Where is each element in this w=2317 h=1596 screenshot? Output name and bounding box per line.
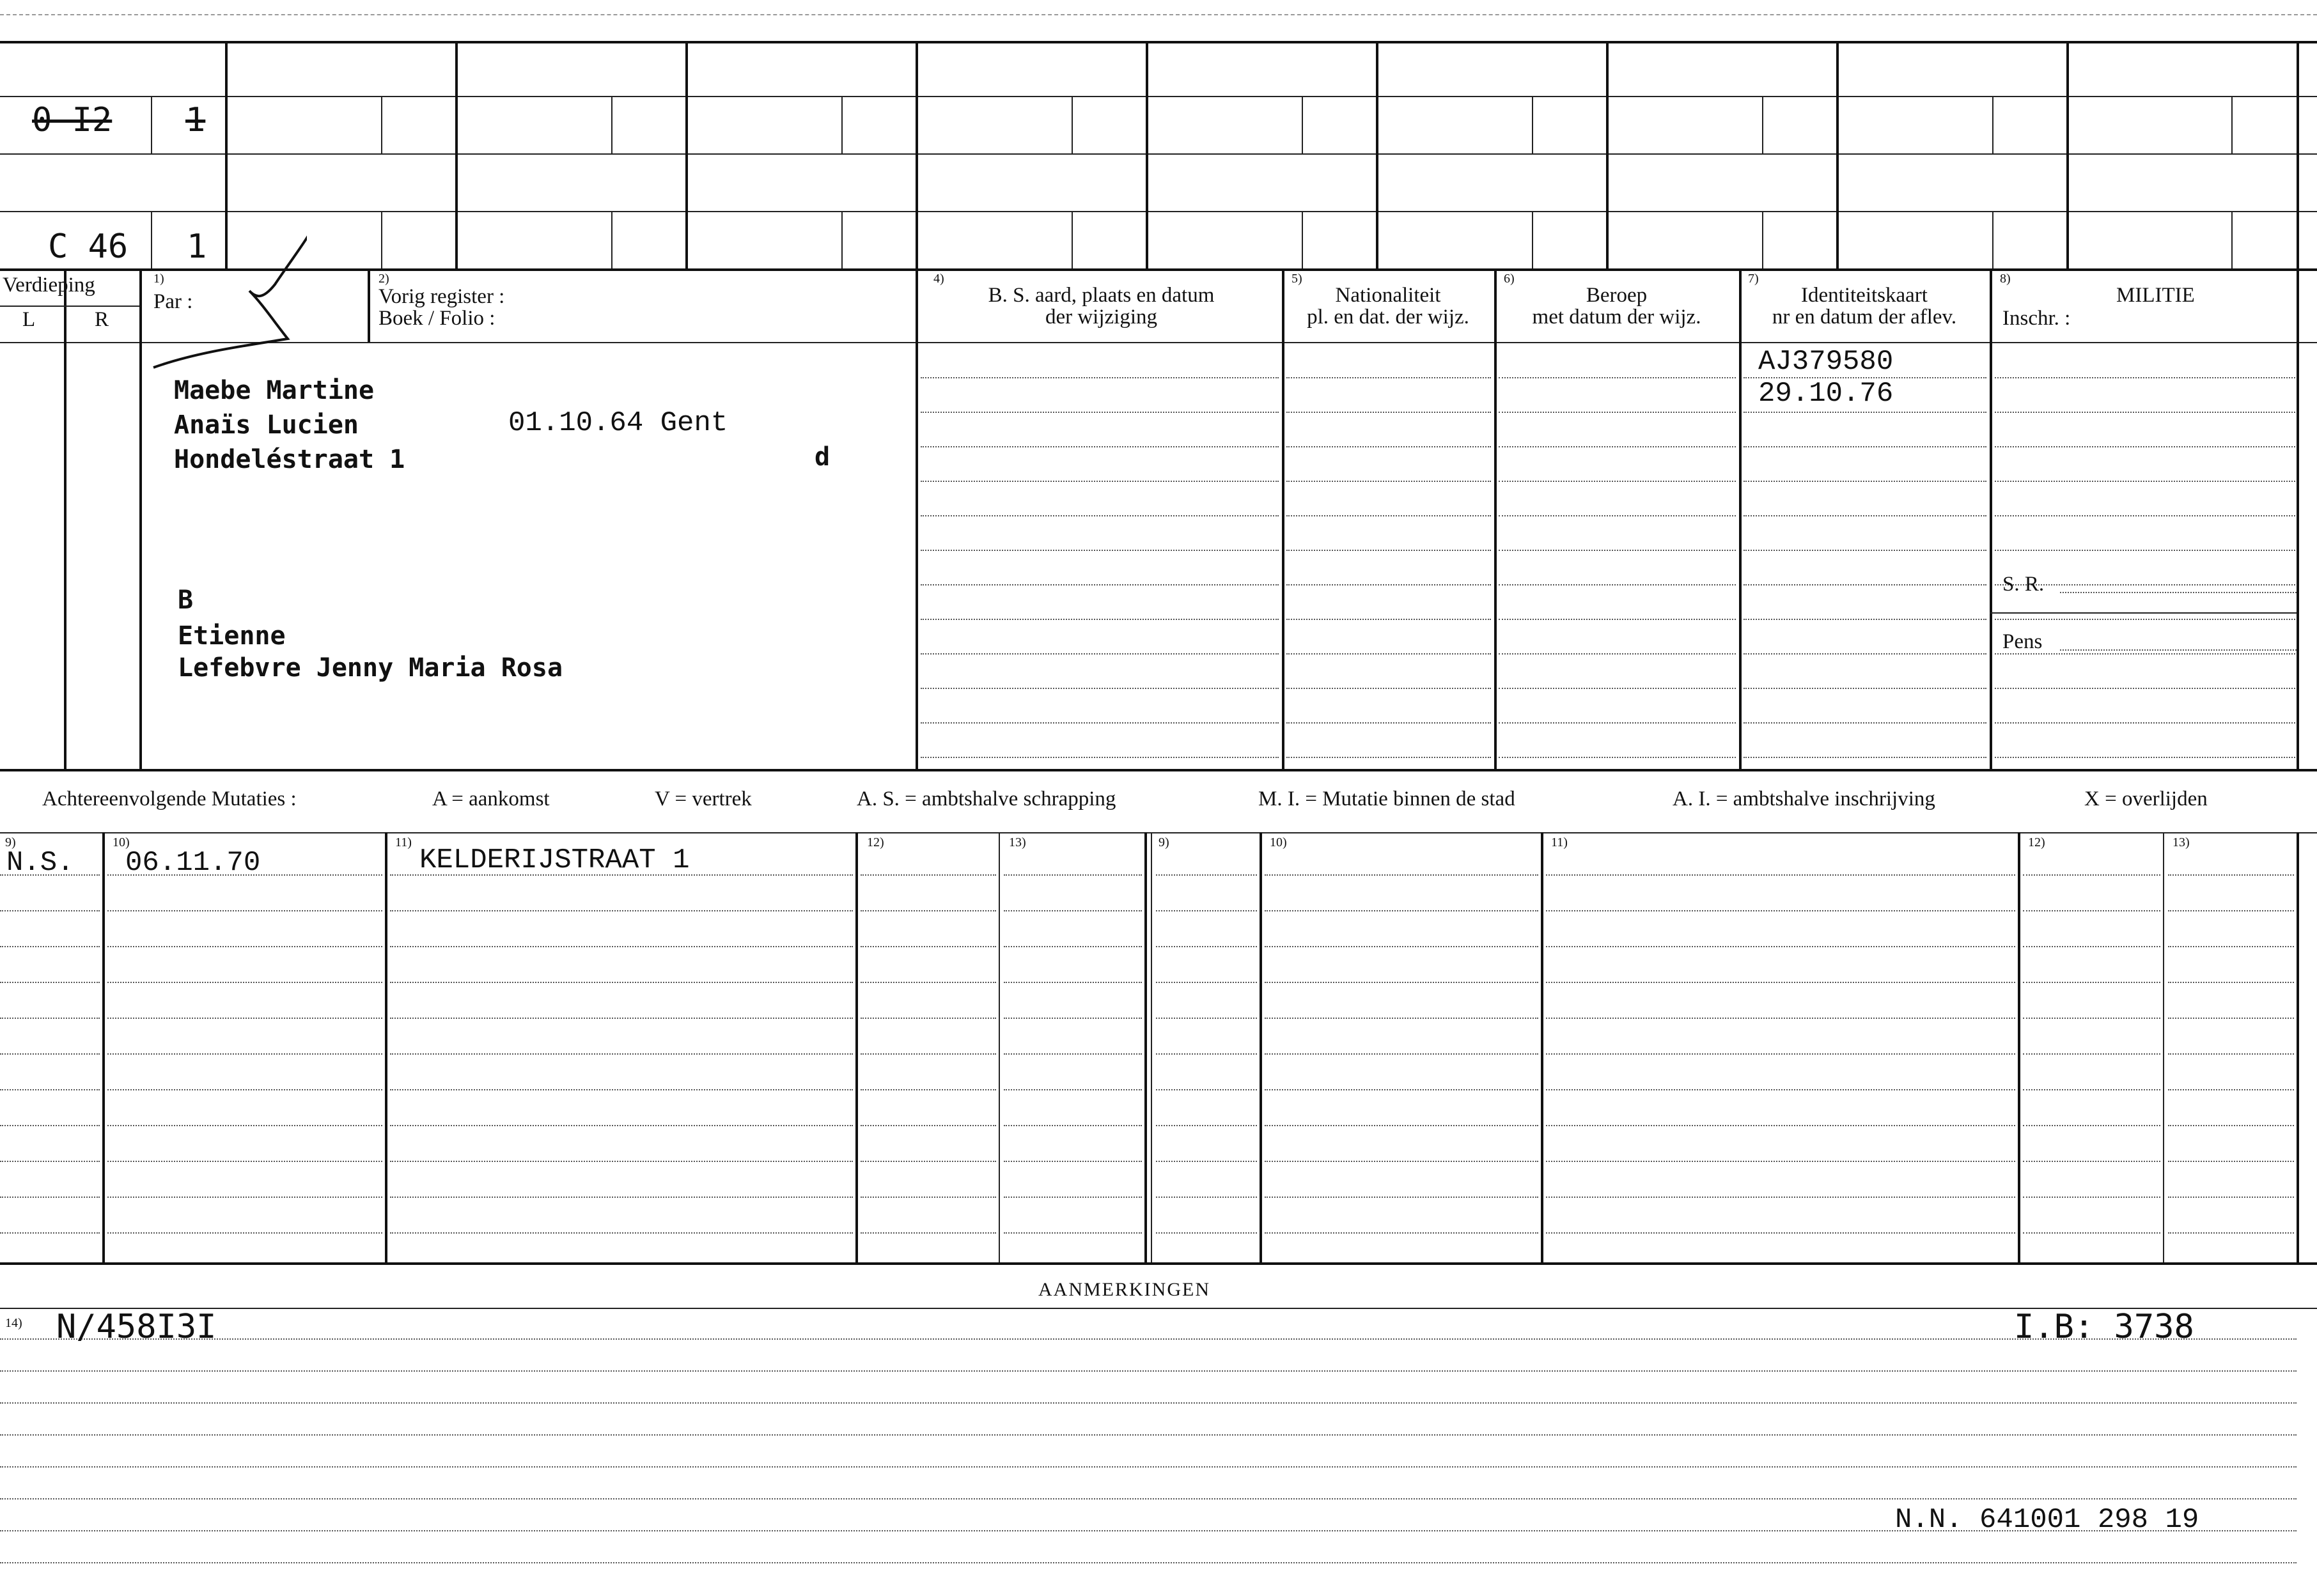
ruled-line	[0, 1197, 100, 1198]
ber-label-2: met datum der wijz.	[1532, 306, 1701, 329]
mut-col-num: 9)	[5, 835, 16, 849]
ruled-line	[1499, 757, 1736, 758]
ruled-line	[1995, 550, 2295, 551]
ruled-line	[1546, 1125, 2015, 1126]
mut-col-num: 11)	[1551, 835, 1568, 849]
ruled-line	[921, 619, 1279, 620]
ruled-line	[0, 1498, 2297, 1499]
ruled-line	[390, 946, 853, 947]
ruled-line	[1546, 874, 2015, 876]
ruled-line	[1004, 910, 1142, 911]
ruled-line	[1004, 1232, 1142, 1234]
legend-title: Achtereenvolgende Mutaties :	[42, 787, 297, 810]
ruled-line	[1744, 688, 1986, 689]
ruled-line	[2168, 1197, 2294, 1198]
ruled-line	[921, 584, 1279, 585]
ruled-line	[390, 1089, 853, 1090]
ruled-line	[921, 446, 1279, 447]
ruled-line	[1265, 1018, 1538, 1019]
ruled-line	[1004, 1018, 1142, 1019]
verdieping-label: Verdieping	[3, 274, 95, 297]
par-num: 1)	[153, 272, 164, 286]
legend-v: V = vertrek	[655, 787, 752, 810]
ruled-line	[1995, 619, 2295, 620]
code-num: 1	[187, 228, 207, 266]
nat-label-1: Nationaliteit	[1335, 284, 1441, 307]
ruled-line	[921, 412, 1279, 413]
old-num: 1	[185, 101, 206, 139]
ruled-line	[0, 982, 100, 983]
ruled-line	[1156, 1197, 1257, 1198]
id-num: 7)	[1748, 272, 1759, 286]
ruled-line	[0, 1434, 2297, 1436]
ruled-line	[921, 722, 1279, 724]
ruled-line	[1004, 1125, 1142, 1126]
ruled-line	[390, 1018, 853, 1019]
ruled-line	[390, 1053, 853, 1055]
ruled-line	[2168, 910, 2294, 911]
ruled-line	[2168, 874, 2294, 876]
remarks-title: AANMERKINGEN	[1038, 1279, 1210, 1300]
ruled-line	[1995, 481, 2295, 482]
ruled-line	[1286, 688, 1491, 689]
ruled-line	[1004, 1089, 1142, 1090]
ruled-line	[1744, 757, 1986, 758]
person-b: B	[178, 585, 194, 615]
mutation-date: 06.11.70	[125, 847, 261, 879]
ruled-line	[0, 1338, 2297, 1340]
ruled-line	[1995, 688, 2295, 689]
ruled-line	[1286, 584, 1491, 585]
ruled-line	[1004, 946, 1142, 947]
ruled-line	[2168, 1053, 2294, 1055]
mutation-address: KELDERIJSTRAAT 1	[419, 844, 690, 876]
ruled-line	[1156, 1018, 1257, 1019]
ruled-line	[2023, 1232, 2160, 1234]
ruled-line	[1744, 412, 1986, 413]
ruled-line	[2023, 1053, 2160, 1055]
ruled-line	[0, 1232, 100, 1234]
id-card-date: 29.10.76	[1758, 378, 1894, 410]
ruled-line	[1004, 1053, 1142, 1055]
ruled-line	[2023, 874, 2160, 876]
mut-col-num: 13)	[2173, 835, 2190, 849]
ruled-line	[1286, 412, 1491, 413]
mutation-type: N.S.	[6, 847, 74, 879]
ruled-line	[0, 1161, 100, 1162]
ruled-line	[390, 982, 853, 983]
remarks-ib: I.B: 3738	[2014, 1308, 2194, 1346]
ruled-line	[861, 1125, 996, 1126]
ruled-line	[2168, 1125, 2294, 1126]
ruled-line	[1744, 653, 1986, 655]
id-label-2: nr en datum der aflev.	[1772, 306, 1957, 329]
ruled-line	[1265, 1197, 1538, 1198]
ruled-line	[1265, 1089, 1538, 1090]
ruled-line	[2023, 982, 2160, 983]
ruled-line	[1546, 1161, 2015, 1162]
ruled-line	[2023, 1161, 2160, 1162]
ruled-line	[1499, 722, 1736, 724]
ruled-line	[1744, 619, 1986, 620]
vorig-label-2: Boek / Folio :	[378, 307, 495, 330]
legend-a: A = aankomst	[432, 787, 550, 810]
nat-num: 5)	[1291, 272, 1302, 286]
ruled-line	[1265, 946, 1538, 947]
ruled-line	[0, 910, 100, 911]
ruled-line	[1156, 910, 1257, 911]
ruled-line	[390, 1125, 853, 1126]
old-code: 0 I2	[32, 101, 113, 139]
ruled-line	[1156, 1089, 1257, 1090]
ruled-line	[1995, 653, 2295, 655]
ruled-line	[1499, 688, 1736, 689]
ruled-line	[2168, 1089, 2294, 1090]
pen-scribble-icon	[147, 227, 307, 374]
ruled-line	[861, 910, 996, 911]
ruled-line	[1286, 377, 1491, 378]
person-mother: Lefebvre Jenny Maria Rosa	[178, 653, 563, 683]
ruled-line	[1265, 982, 1538, 983]
inschr-label: Inschr. :	[2002, 307, 2071, 330]
ruled-line	[1546, 1232, 2015, 1234]
mut-col-num: 9)	[1158, 835, 1169, 849]
code: C 46	[48, 228, 129, 266]
remarks-num: 14)	[5, 1316, 22, 1330]
militie-label: MILITIE	[2116, 284, 2195, 307]
ruled-line	[1004, 874, 1142, 876]
ruled-line	[1995, 722, 2295, 724]
vorig-num: 2)	[378, 272, 389, 286]
ruled-line	[1286, 619, 1491, 620]
par-label: Par :	[153, 290, 193, 313]
bs-label-2: der wijziging	[1045, 306, 1158, 329]
ruled-line	[1265, 1232, 1538, 1234]
ruled-line	[107, 1232, 382, 1234]
ruled-line	[1499, 584, 1736, 585]
ruled-line	[921, 550, 1279, 551]
ruled-line	[1995, 412, 2295, 413]
ruled-line	[1156, 1161, 1257, 1162]
ruled-line	[1286, 481, 1491, 482]
ruled-line	[1546, 910, 2015, 911]
pens-label: Pens	[2002, 630, 2043, 653]
ber-num: 6)	[1504, 272, 1515, 286]
ruled-line	[1156, 1125, 1257, 1126]
ruled-line	[1546, 982, 2015, 983]
ruled-line	[1004, 982, 1142, 983]
ruled-line	[390, 1232, 853, 1234]
ruled-line	[0, 1125, 100, 1126]
mut-col-num: 10)	[1270, 835, 1287, 849]
ruled-line	[1156, 1232, 1257, 1234]
legend-x: X = overlijden	[2084, 787, 2208, 810]
ruled-line	[1286, 722, 1491, 724]
ruled-line	[2023, 1089, 2160, 1090]
id-label-1: Identiteitskaart	[1801, 284, 1928, 307]
ruled-line	[107, 1018, 382, 1019]
ruled-line	[0, 1053, 100, 1055]
ruled-line	[861, 1018, 996, 1019]
ruled-line	[1499, 377, 1736, 378]
ruled-line	[1004, 1197, 1142, 1198]
ruled-line	[1744, 515, 1986, 516]
ruled-line	[107, 910, 382, 911]
ruled-line	[861, 874, 996, 876]
legend-as: A. S. = ambtshalve schrapping	[857, 787, 1116, 810]
ruled-line	[1499, 481, 1736, 482]
ruled-line	[107, 1161, 382, 1162]
ruled-line	[921, 757, 1279, 758]
sr-label: S. R.	[2002, 573, 2045, 596]
ruled-line	[1156, 982, 1257, 983]
ruled-line	[0, 1089, 100, 1090]
ruled-line	[2168, 1018, 2294, 1019]
ruled-line	[861, 1161, 996, 1162]
ruled-line	[1995, 515, 2295, 516]
ruled-line	[0, 1370, 2297, 1372]
remarks-nn: N.N. 641001 298 19	[1895, 1504, 2199, 1536]
mut-col-num: 12)	[2028, 835, 2045, 849]
ruled-line	[861, 1053, 996, 1055]
ruled-line	[1156, 946, 1257, 947]
ruled-line	[107, 946, 382, 947]
person-birth: 01.10.64 Gent	[508, 407, 728, 439]
ruled-line	[1499, 653, 1736, 655]
ruled-line	[1744, 722, 1986, 724]
ruled-line	[921, 688, 1279, 689]
ruled-line	[1546, 1089, 2015, 1090]
ruled-line	[1499, 515, 1736, 516]
ruled-line	[1744, 584, 1986, 585]
ruled-line	[2168, 1161, 2294, 1162]
ruled-line	[861, 1089, 996, 1090]
ruled-line	[1499, 412, 1736, 413]
ruled-line	[0, 1466, 2297, 1468]
ruled-line	[1499, 550, 1736, 551]
ruled-line	[1286, 550, 1491, 551]
ruled-line	[1546, 1197, 2015, 1198]
r-label: R	[95, 308, 109, 331]
ruled-line	[1546, 946, 2015, 947]
ruled-line	[2023, 946, 2160, 947]
id-card-number: AJ379580	[1758, 346, 1894, 378]
ruled-line	[107, 1197, 382, 1198]
ruled-line	[921, 653, 1279, 655]
ruled-line	[2168, 982, 2294, 983]
ruled-line	[2023, 1197, 2160, 1198]
bs-num: 4)	[933, 272, 944, 286]
ruled-line	[1744, 481, 1986, 482]
person-address: Hondeléstraat 1	[174, 445, 405, 474]
person-name-1: Maebe Martine	[174, 376, 375, 405]
mil-num: 8)	[2000, 272, 2011, 286]
ber-label-1: Beroep	[1586, 284, 1648, 307]
mut-col-num: 10)	[113, 835, 130, 849]
ruled-line	[0, 1018, 100, 1019]
ruled-line	[1004, 1161, 1142, 1162]
mut-col-num: 13)	[1009, 835, 1026, 849]
ruled-line	[107, 982, 382, 983]
nat-label-2: pl. en dat. der wijz.	[1307, 306, 1469, 329]
ruled-line	[1265, 1125, 1538, 1126]
ruled-line	[1546, 1053, 2015, 1055]
legend-ai: A. I. = ambtshalve inschrijving	[1673, 787, 1935, 810]
ruled-line	[107, 1053, 382, 1055]
ruled-line	[1265, 910, 1538, 911]
ruled-line	[1265, 1161, 1538, 1162]
ruled-line	[1156, 1053, 1257, 1055]
ruled-line	[2168, 1232, 2294, 1234]
ruled-line	[390, 910, 853, 911]
ruled-line	[0, 1562, 2297, 1563]
ruled-line	[390, 1161, 853, 1162]
ruled-line	[861, 982, 996, 983]
ruled-line	[390, 1197, 853, 1198]
legend-mi: M. I. = Mutatie binnen de stad	[1258, 787, 1515, 810]
ruled-line	[1546, 1018, 2015, 1019]
vorig-label-1: Vorig register :	[378, 285, 505, 308]
ruled-line	[2023, 1018, 2160, 1019]
ruled-line	[2023, 910, 2160, 911]
person-mark: d	[815, 442, 831, 472]
mut-col-num: 11)	[395, 835, 412, 849]
ruled-line	[861, 1232, 996, 1234]
ruled-line	[1286, 515, 1491, 516]
ruled-line	[861, 1197, 996, 1198]
person-father: Etienne	[178, 621, 286, 651]
ruled-line	[1499, 446, 1736, 447]
remarks-ref: N/458I3I	[56, 1308, 217, 1346]
ruled-line	[1156, 874, 1257, 876]
ruled-line	[0, 1402, 2297, 1404]
ruled-line	[921, 515, 1279, 516]
ruled-line	[1995, 446, 2295, 447]
ruled-line	[1744, 550, 1986, 551]
ruled-line	[861, 946, 996, 947]
l-label: L	[22, 308, 36, 331]
ruled-line	[1499, 619, 1736, 620]
ruled-line	[1286, 653, 1491, 655]
ruled-line	[2168, 946, 2294, 947]
ruled-line	[1265, 874, 1538, 876]
ruled-line	[107, 1089, 382, 1090]
ruled-line	[1265, 1053, 1538, 1055]
ruled-line	[1995, 757, 2295, 758]
ruled-line	[1286, 446, 1491, 447]
ruled-line	[107, 1125, 382, 1126]
ruled-line	[921, 377, 1279, 378]
ruled-line	[921, 481, 1279, 482]
ruled-line	[1286, 757, 1491, 758]
ruled-line	[1744, 446, 1986, 447]
ruled-line	[1995, 377, 2295, 378]
bs-label-1: B. S. aard, plaats en datum	[988, 284, 1215, 307]
person-name-2: Anaïs Lucien	[174, 410, 359, 440]
ruled-line	[2023, 1125, 2160, 1126]
ruled-line	[0, 946, 100, 947]
mut-col-num: 12)	[867, 835, 884, 849]
